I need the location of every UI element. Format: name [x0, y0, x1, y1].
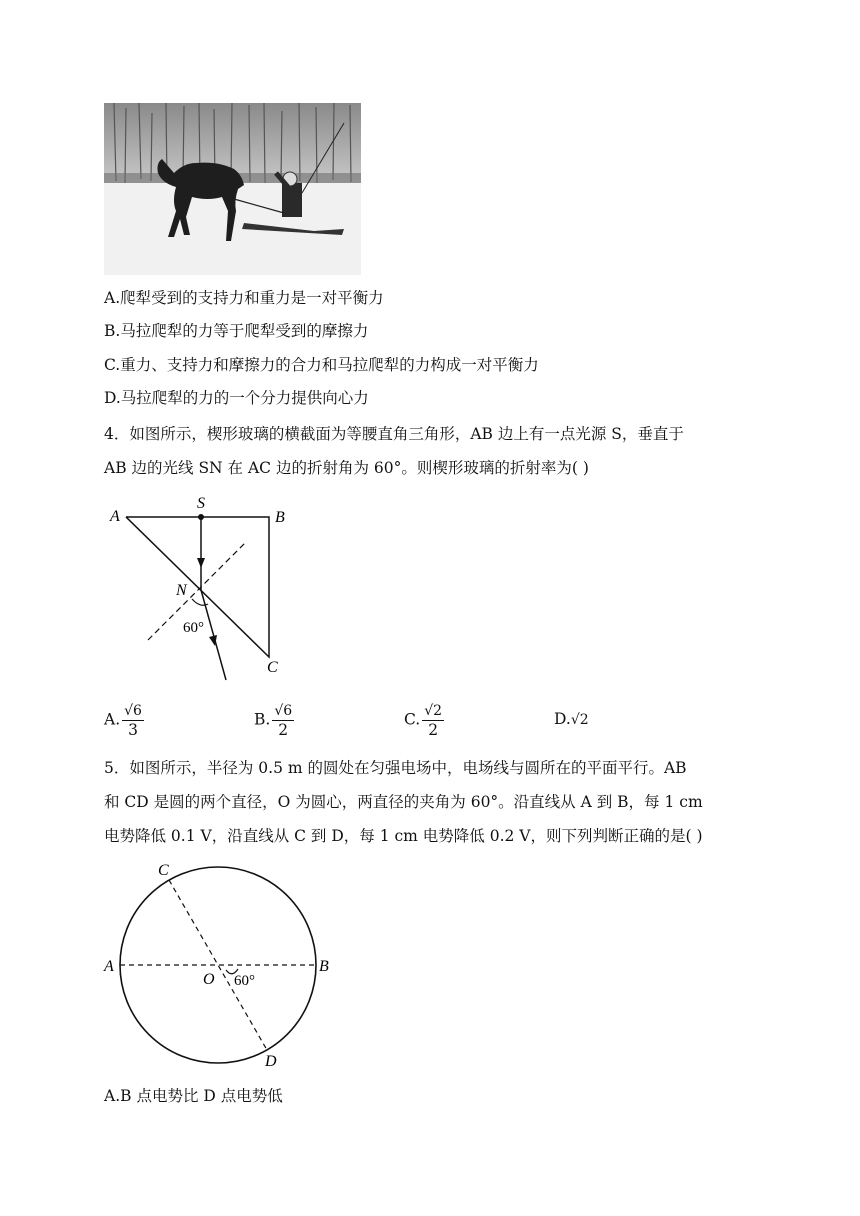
label-n: N — [176, 582, 187, 599]
q4-stem-line1: 4．如图所示，楔形玻璃的横截面为等腰直角三角形，AB 边上有一点光源 S，垂直于 — [104, 425, 684, 443]
label-b: B — [319, 958, 329, 975]
label-d: D — [265, 1053, 277, 1070]
q4-option-d: D.√2 — [554, 710, 589, 728]
q5-stem-line2: 和 CD 是圆的两个直径，O 为圆心，两直径的夹角为 60°。沿直线从 A 到 B，每 1 cm — [104, 793, 703, 811]
q5-option-a: A.B 点电势比 D 点电势低 — [104, 1087, 283, 1105]
horse-sleigh-photo — [104, 103, 361, 275]
q4-prism-diagram — [100, 490, 300, 690]
q4-option-c: C. $\frac{√2}{2}$ — [404, 703, 443, 739]
q3-option-b: B.马拉爬犁的力等于爬犁受到的摩擦力 — [104, 322, 369, 340]
label-c: C — [158, 862, 169, 879]
q5-circle-diagram — [100, 858, 350, 1078]
label-a: A — [104, 958, 114, 975]
angle-60-label: 60° — [234, 973, 255, 989]
q4-option-a: A. $\frac{√6}{3}$ — [104, 703, 142, 739]
label-c: C — [267, 659, 278, 676]
label-o: O — [203, 971, 215, 988]
q4-option-b: B. $\frac{√6}{2}$ — [254, 703, 293, 739]
q3-option-d: D.马拉爬犁的力的一个分力提供向心力 — [104, 389, 369, 407]
label-s: S — [197, 495, 205, 512]
label-b: B — [275, 509, 285, 526]
q3-option-c: C.重力、支持力和摩擦力的合力和马拉爬犁的力构成一对平衡力 — [104, 356, 539, 374]
angle-60-label: 60° — [183, 620, 204, 636]
q5-stem-line1: 5．如图所示，半径为 0.5 m 的圆处在匀强电场中，电场线与圆所在的平面平行。AB — [104, 759, 687, 777]
label-a: A — [110, 508, 120, 525]
q4-stem-line2: AB 边的光线 SN 在 AC 边的折射角为 60°。则楔形玻璃的折射率为( ) — [104, 459, 589, 477]
q3-option-a: A.爬犁受到的支持力和重力是一对平衡力 — [104, 289, 384, 307]
q5-stem-line3: 电势降低 0.1 V，沿直线从 C 到 D，每 1 cm 电势降低 0.2 V，则下列判断正确的是( ) — [104, 827, 703, 845]
